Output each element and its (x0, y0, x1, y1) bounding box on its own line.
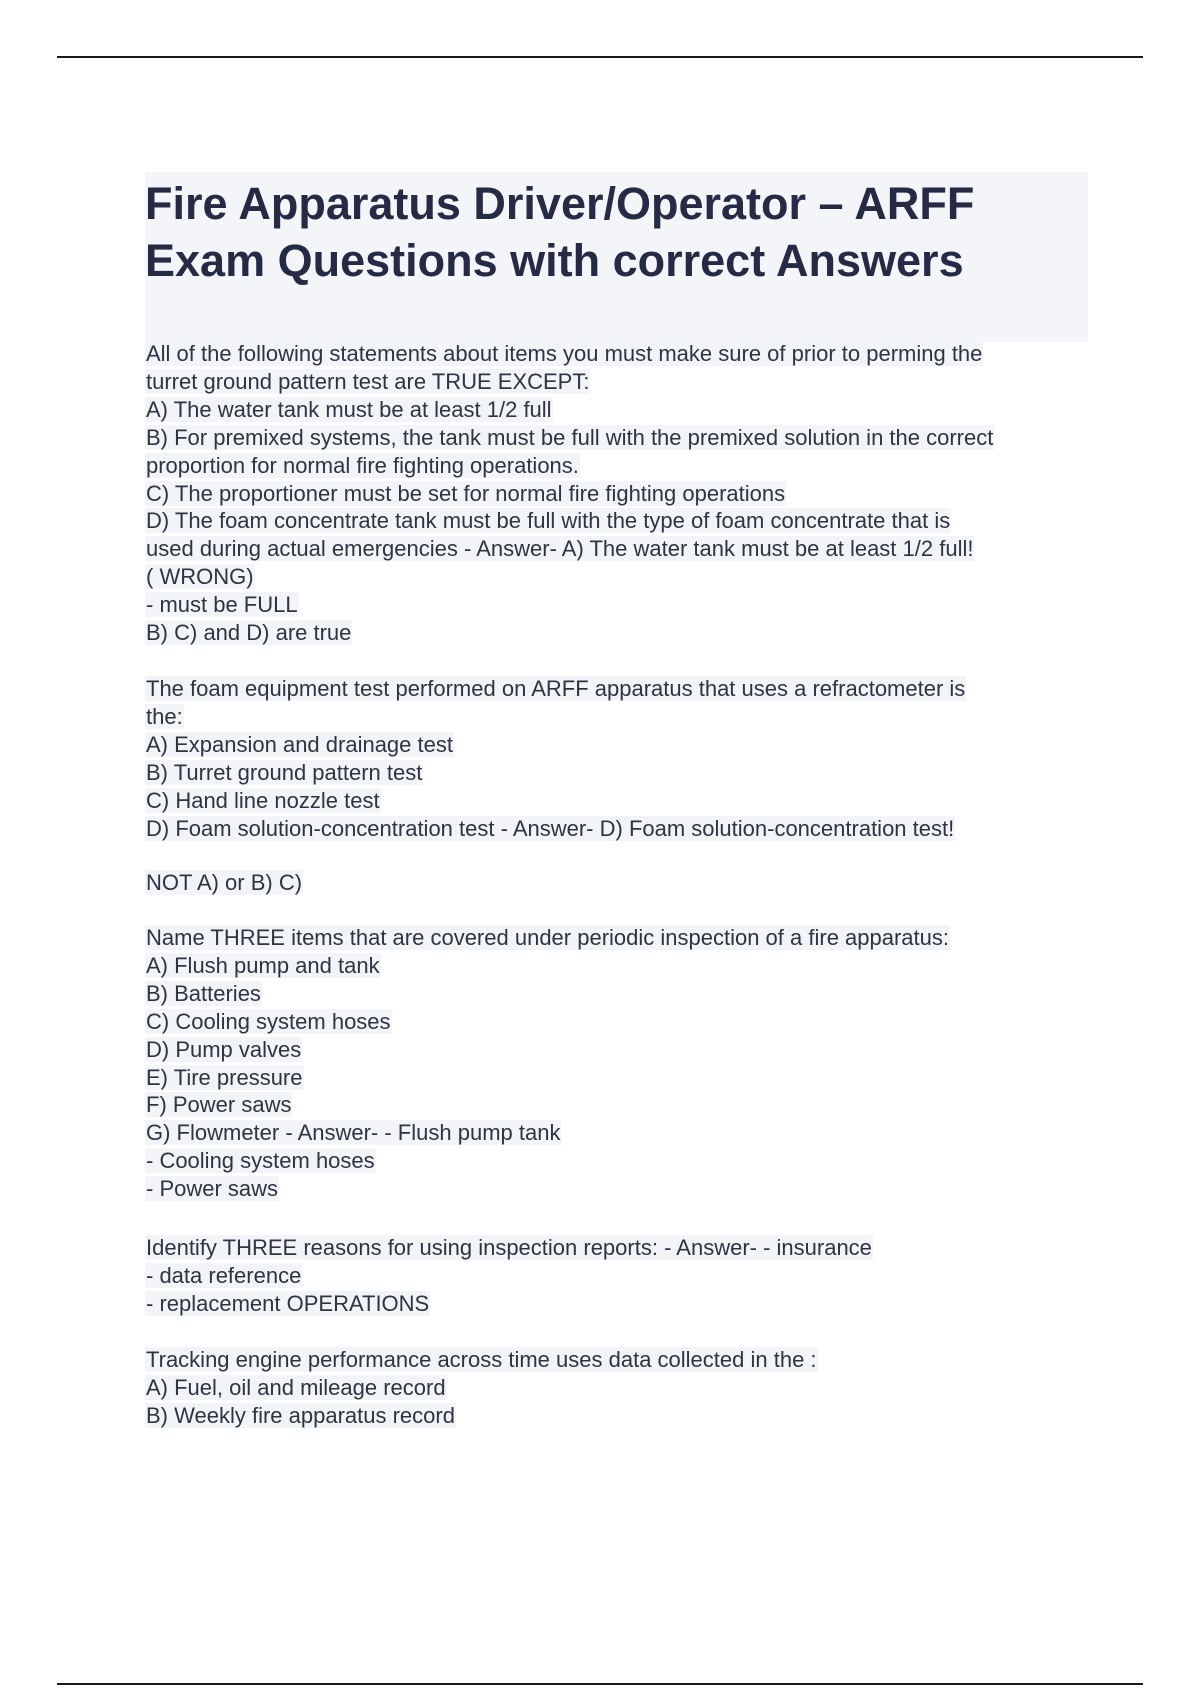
text-line-content: the: (146, 703, 183, 729)
text-line-content: NOT A) or B) C) (146, 870, 303, 895)
text-line (145, 788, 381, 814)
top-rule (57, 56, 1143, 58)
text-line (145, 1092, 292, 1118)
text-line (145, 508, 951, 534)
text-line (145, 676, 966, 702)
text-line-content: D) Pump valves (146, 1036, 302, 1062)
text-line (145, 760, 423, 786)
text-line (145, 953, 381, 979)
title-box (145, 172, 1088, 342)
text-line (145, 536, 974, 562)
page-title-line-2: Exam Questions with correct Answers (145, 235, 964, 286)
text-line (145, 481, 786, 507)
text-line (145, 981, 262, 1007)
text-line-content: G) Flowmeter - Answer- - Flush pump tank (146, 1120, 561, 1146)
text-line (145, 1347, 818, 1373)
text-line-content: proportion for normal fire fighting operations. (146, 452, 579, 478)
text-line-content: B) C) and D) are true (146, 620, 352, 645)
text-line-content: used during actual emergencies - Answer- A) The water tank must be at least 1/2 full! (146, 536, 974, 562)
text-line-content: Name THREE items that are covered under periodic inspection of a fire apparatus: (146, 925, 949, 950)
text-line (145, 1263, 302, 1289)
text-line (145, 925, 950, 951)
text-line (145, 1009, 392, 1035)
text-line-content: - Power saws (146, 1176, 279, 1202)
text-line (145, 1375, 447, 1401)
text-line (145, 732, 454, 758)
text-line (145, 1291, 430, 1317)
text-line (145, 341, 983, 367)
text-line (145, 620, 352, 646)
text-line-content: - replacement OPERATIONS (146, 1290, 430, 1316)
text-line (145, 704, 184, 730)
text-line (145, 1176, 279, 1202)
page-title-line-1: Fire Apparatus Driver/Operator – ARFF (145, 178, 975, 229)
text-line (145, 592, 299, 618)
text-line-content: - Cooling system hoses (146, 1148, 375, 1174)
text-line-content: B) Batteries (146, 980, 261, 1006)
text-line-content: D) The foam concentrate tank must be full with the type of foam concentrate that is (146, 508, 951, 534)
text-line-content: C) Hand line nozzle test (146, 787, 380, 813)
text-line-content: B) For premixed systems, the tank must be full with the premixed solution in the correct (146, 424, 994, 450)
text-line (145, 1065, 304, 1091)
text-line (145, 397, 553, 423)
text-line (145, 1148, 376, 1174)
text-line-content: - must be FULL (146, 592, 298, 618)
text-line-content: All of the following statements about items you must make sure of prior to perming the (146, 341, 983, 366)
text-line-content: ( WRONG) (146, 564, 254, 590)
text-line-content: A) Flush pump and tank (146, 952, 380, 978)
text-line (145, 425, 994, 451)
text-line (145, 564, 255, 590)
text-line-content: Tracking engine performance across time uses data collected in the : (146, 1347, 817, 1372)
text-line-content: C) Cooling system hoses (146, 1008, 391, 1034)
text-line-content: E) Tire pressure (146, 1064, 303, 1090)
text-line-content: turret ground pattern test are TRUE EXCEPT: (146, 368, 590, 394)
text-line-content: Identify THREE reasons for using inspection reports: - Answer- - insurance (146, 1235, 872, 1260)
text-line (145, 369, 590, 395)
text-line-content: C) The proportioner must be set for normal fire fighting operations (146, 480, 786, 506)
text-line-content: A) The water tank must be at least 1/2 full (146, 396, 552, 422)
text-line-content: B) Turret ground pattern test (146, 759, 423, 785)
text-line-content: A) Fuel, oil and mileage record (146, 1374, 446, 1400)
text-line-content: F) Power saws (146, 1092, 292, 1118)
text-line (145, 1120, 561, 1146)
text-line-content: B) Weekly fire apparatus record (146, 1402, 455, 1428)
text-line-content: The foam equipment test performed on ARFF apparatus that uses a refractometer is (146, 676, 966, 701)
text-line (145, 816, 955, 842)
bottom-rule (57, 1683, 1143, 1685)
text-line (145, 453, 580, 479)
text-line (145, 1235, 873, 1261)
text-line (145, 1403, 456, 1429)
text-line (145, 870, 303, 896)
text-line-content: - data reference (146, 1262, 302, 1288)
text-line (145, 1037, 302, 1063)
text-line-content: A) Expansion and drainage test (146, 731, 453, 757)
text-line-content: D) Foam solution-concentration test - Answer- D) Foam solution-concentration test! (146, 815, 955, 841)
